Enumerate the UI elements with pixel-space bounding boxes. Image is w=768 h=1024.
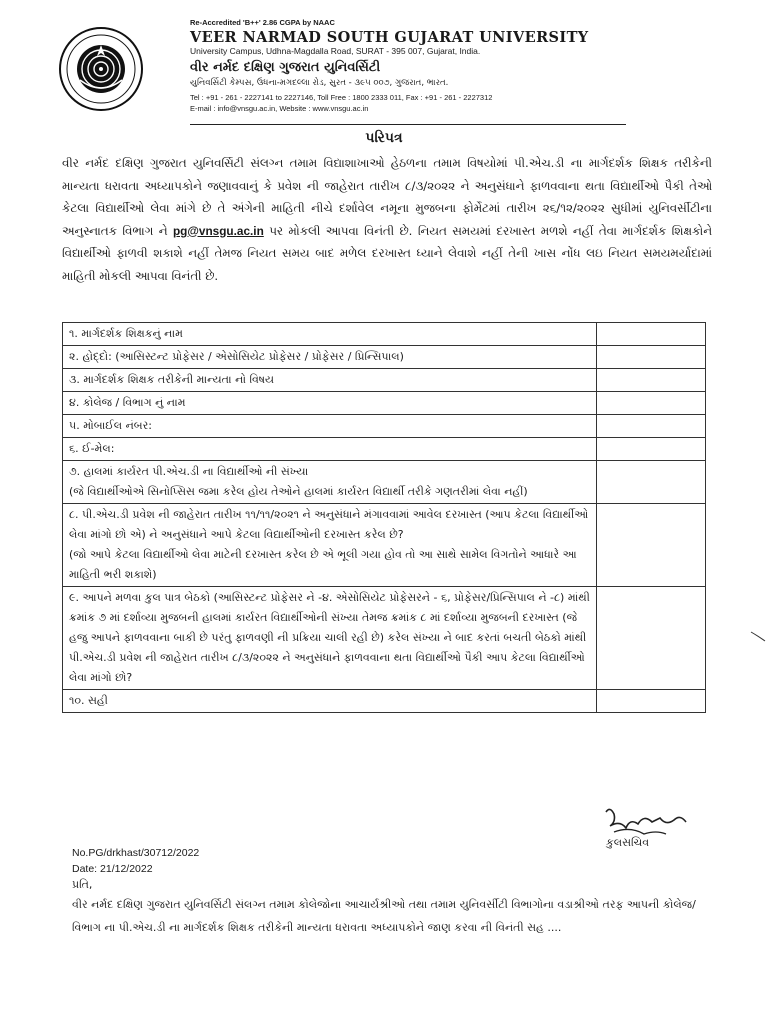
proposal-form-table [62, 322, 706, 713]
table-row [63, 392, 706, 415]
university-name-gujarati: વીર નર્મદ દક્ષિણ ગુજરાત યુનિવર્સિટી [190, 60, 381, 75]
form-row-label: ૩. માર્ગદર્શક શિક્ષક તરીકેની માન્યતા નો વિષય [63, 369, 597, 392]
circular-title: પરિપત્ર [365, 130, 403, 146]
form-row-value-cell[interactable] [597, 690, 706, 713]
registrar-label: કુલસચિવ [606, 836, 650, 849]
form-row-label: ૧. માર્ગદર્શક શિક્ષકનું નામ [63, 323, 597, 346]
letterhead [190, 18, 640, 114]
accreditation-line: Re-Accredited 'B++' 2.86 CGPA by NAAC [190, 18, 335, 27]
body-text-part1: વીર નર્મદ દક્ષિણ ગુજરાત યુનિવર્સિટી સંલગ્ન તમામ વિદ્યાશાખાઓ હેઠળના તમામ વિષયોમાં પી.એચ.ડી ના માર્ગદર્શક શિક્ષક તરીકેની માન્યતા ધરાવતા અધ્યાપકોને જણાવવાનું કે પ્રવેશ ની જાહેરાત તારીખ ૮/૩/૨૦૨૨ ને અનુસંધાને ફાળવવાના થતા વિદ્યાર્થીઓ પૈકી તેઓ કેટલા વિદ્યાર્થીઓ લેવા માંગે છે તે અંગેની માહિતી નીચે દર્શાવેલ નમૂના મુજબના ફોર્મેટમાં તારીખ ૨૬/૧૨/૨૦૨૨ સુધીમાં યુનિવર્સીટીના અનુસ્નાતક વિભાગ ને [62, 156, 712, 238]
form-row-value-cell[interactable] [597, 587, 706, 690]
table-row [63, 587, 706, 690]
table-row [63, 415, 706, 438]
table-row [63, 323, 706, 346]
form-row-label: ૭. હાલમાં કાર્યરત પી.એચ.ડી ના વિદ્યાર્થીઓ ની સંખ્યા (જે વિદ્યાર્થીઓએ સિનોપ્સિસ જમા કરેલ હોય તેઓને હાલમાં કાર્યરત વિદ્યાર્થી તરીકે ગણતરીમાં લેવા નહીં) [63, 461, 597, 504]
reference-number: No.PG/drkhast/30712/2022 [72, 847, 200, 859]
reference-block [72, 846, 199, 877]
form-row-value-cell[interactable] [597, 438, 706, 461]
form-row-value-cell[interactable] [597, 504, 706, 587]
form-row-label: ૧૦. સહી [63, 690, 597, 713]
reference-date: Date: 21/12/2022 [72, 862, 153, 875]
distribution-text: વીર નર્મદ દક્ષિણ ગુજરાત યુનિવર્સિટી સંલગ્ન તમામ કોલેજોના આચાર્યશ્રીઓ તથા તમામ યુનિવર્સીટી વિભાગોના વડાશ્રીઓ તરફ આપની કોલેજ/વિભાગ ના પી.એચ.ડી ના માર્ગદર્શક શિક્ષક તરીકેની માન્યતા ધરાવતા અધ્યાપકોને જાણ કરવા ની વિનંતી સહ .... [72, 898, 696, 934]
form-row-value-cell[interactable] [597, 415, 706, 438]
header-divider [190, 124, 626, 125]
addressee-label: પ્રતિ, [72, 878, 93, 891]
table-row [63, 346, 706, 369]
table-row [63, 504, 706, 587]
form-row-label: ૪. કોલેજ / વિભાગ નું નામ [63, 392, 597, 415]
table-row [63, 369, 706, 392]
form-row-label: ૮. પી.એચ.ડી પ્રવેશ ની જાહેરાત તારીખ ૧૧/૧૧/૨૦૨૧ ને અનુસંધાને મંગાવવામાં આવેલ દરખાસ્ત (આપ કેટલા વિદ્યાર્થીઓ લેવા માંગો છો એ) ને અનુસંધાને આપે કેટલા વિદ્યાર્થીઓની દરખાસ્ત કરેલ છે? (જો આપે કેટલા વિદ્યાર્થીઓ લેવા માટેની દરખાસ્ત કરેલ છે એ ભૂલી ગયા હોવ તો આ સાથે સામેલ વિગતોને આધારે આ માહિતી ભરી શકાશે) [63, 504, 597, 587]
table-row [63, 461, 706, 504]
address-gujarati: યુનિવર્સિટી કેમ્પસ, ઉધના-મગદલ્લા રોડ, સુરત - ૩૯૫ ૦૦૭, ગુજરાત, ભારત. [190, 78, 449, 88]
form-row-label: ૫. મોબાઈલ નંબર: [63, 415, 597, 438]
contact-phone: Tel : +91 - 261 - 2227141 to 2227146, Toll Free : 1800 2333 011, Fax : +91 - 261 - 2227312 [190, 93, 493, 102]
contact-web: E-mail : info@vnsgu.ac.in, Website : www.vnsgu.ac.in [190, 104, 369, 113]
address-english: University Campus, Udhna-Magdalla Road, SURAT - 395 007, Gujarat, India. [190, 46, 481, 56]
circular-body [62, 152, 712, 287]
form-row-label: ૯. આપને મળવા કુલ પાત્ર બેઠકો (આસિસ્ટન્ટ પ્રોફેસર ને -૪. એસોસિયેટ પ્રોફેસરને - ૬, પ્રોફેસર/પ્રિન્સિપાલ ને -૮) માંથી ક્રમાંક ૭ માં દર્શાવ્યા મુજબની હાલમાં કાર્યરત વિદ્યાર્થીઓની સંખ્યા તેમજ ક્રમાંક ૮ માં દર્શાવ્યા મુજબની દરખાસ્ત (જે હજુ આપને ફાળવવાના બાકી છે પરંતુ ફાળવણી ની પ્રક્રિયા ચાલી રહી છે) કરેલ સંખ્યા ને બાદ કરતાં બચતી બેઠકો માંથી પી.એચ.ડી પ્રવેશ ની જાહેરાત તારીખ ૮/૩/૨૦૨૨ ને અનુસંધાને ફાળવવાના થતા વિદ્યાર્થીઓ પૈકી આપ કેટલા વિદ્યાર્થીઓ લેવા માંગો છો? [63, 587, 597, 690]
form-row-label: ૨. હોદ્દો: (આસિસ્ટન્ટ પ્રોફેસર / એસોસિયેટ પ્રોફેસર / પ્રોફેસર / પ્રિન્સિપાલ) [63, 346, 597, 369]
university-name-english: VEER NARMAD SOUTH GUJARAT UNIVERSITY [190, 29, 589, 46]
margin-mark-icon [750, 630, 766, 642]
table-row [63, 438, 706, 461]
university-seal-icon [58, 26, 144, 112]
table-row [63, 690, 706, 713]
form-row-value-cell[interactable] [597, 323, 706, 346]
form-row-value-cell[interactable] [597, 346, 706, 369]
form-row-note: (જો આપે કેટલા વિદ્યાર્થીઓ લેવા માટેની દરખાસ્ત કરેલ છે એ ભૂલી ગયા હોવ તો આ સાથે સામેલ વિગતોને આધારે આ માહિતી ભરી શકાશે) [69, 548, 577, 581]
form-row-note: (જે વિદ્યાર્થીઓએ સિનોપ્સિસ જમા કરેલ હોય તેઓને હાલમાં કાર્યરત વિદ્યાર્થી તરીકે ગણતરીમાં લેવા નહીં) [69, 485, 528, 498]
body-text-part2: પર મોકલી આપવા વિનંતી છે. નિયત સમયમાં દરખાસ્ત મળશે નહીં તેવા માર્ગદર્શક શિક્ષકોને વિદ્યાર્થીઓ ફાળવી શકાશે નહીં તેમજ નિયત સમય બાદ મળેલ દરખાસ્ત ધ્યાને લેવાશે નહીં તેની ખાસ નોંધ લઇ નિયત સમયમર્યાદામાં માહિતી મોકલી આપવા વિનંતી છે. [62, 223, 713, 283]
form-row-label: ૬. ઈ-મેલ: [63, 438, 597, 461]
email-link[interactable]: pg@vnsgu.ac.in [172, 223, 264, 238]
form-row-value-cell[interactable] [597, 392, 706, 415]
form-row-value-cell[interactable] [597, 369, 706, 392]
form-row-value-cell[interactable] [597, 461, 706, 504]
